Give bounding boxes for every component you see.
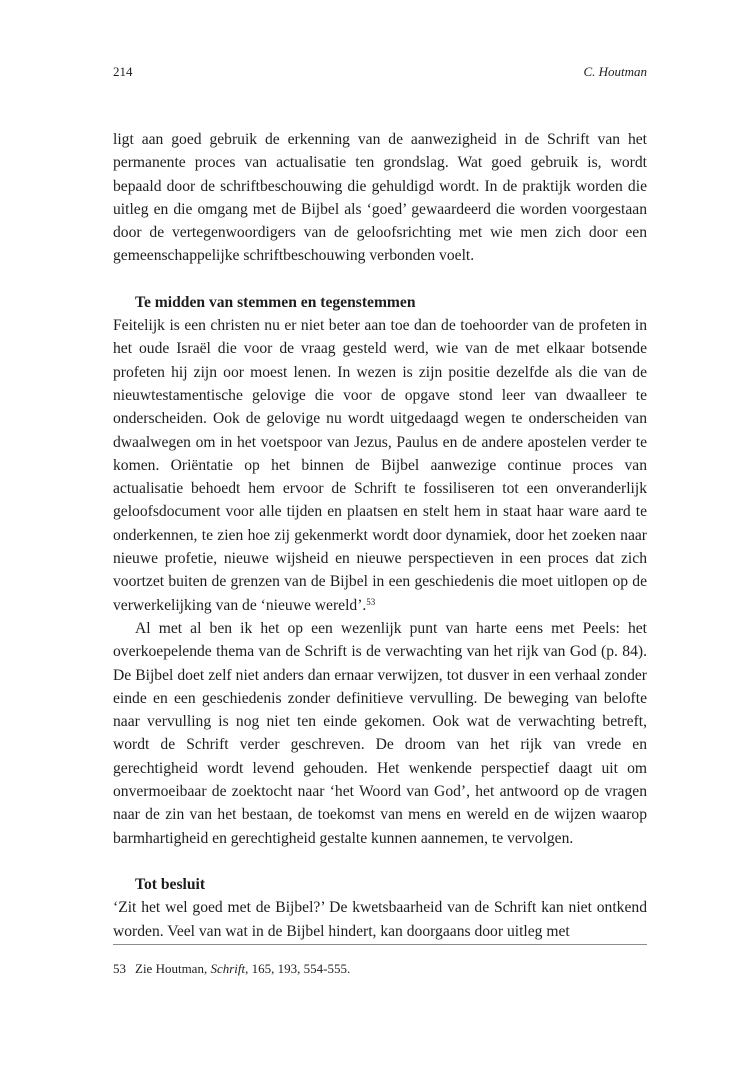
footnote-reference[interactable]: 53 (366, 596, 376, 607)
running-head (113, 64, 647, 84)
page-number: 214 (113, 64, 133, 79)
paragraph-conclusion: ‘Zit het wel goed met de Bijbel?’ De kwetsbaarheid van de Schrift kan niet ontkend worden. Veel van wat in de Bijbel hindert, kan doorgaans door uitleg met (113, 899, 647, 940)
main-text (113, 128, 647, 943)
footnote-text-after: , 165, 193, 554-555. (245, 961, 351, 976)
section-heading-voices: Te midden van stemmen en tegenstemmen (135, 293, 416, 311)
footnote-divider (113, 944, 647, 945)
footnote-text-before: Zie Houtman, (135, 961, 211, 976)
running-head-author: C. Houtman (583, 64, 647, 79)
paragraph-continuation: ligt aan goed gebruik de erkenning van de aanwezigheid in de Schrift van het permanente proces van actualisatie ten grondslag. Wat goed gebruik is, wordt bepaald door de schriftbeschouwing die gehuldigd wordt. In de praktijk worden die uitleg en die omgang met de Bijbel als ‘goed’ gewaardeerd die worden voorgestaan door de vertegenwoordigers van de geloofsrichting met wie men zich door een gemeenschappelijke schriftbeschouwing verbonden voelt. (113, 131, 647, 265)
footnote-number: 53 (113, 961, 126, 976)
footnote-title: Schrift (210, 961, 246, 976)
paragraph-voices (113, 314, 647, 617)
section-heading-conclusion: Tot besluit (135, 875, 206, 893)
paragraph-voices-text: Feitelijk is een christen nu er niet beter aan toe dan de toehoorder van de profeten in het oude Israël die voor de vraag gesteld werd, wie van de met elkaar botsende profeten hij zijn oor moest lenen. In wezen is zijn positie dezelfde als die van de nieuwtestamentische gelovige die voor de opgave stond leer van dwaalleer te onderscheiden. Ook de gelovige nu wordt uitgedaagd wegen te onderscheiden van dwaalwegen om in het voetspoor van Jezus, Paulus en de andere apostelen verder te komen. Oriëntatie op het binnen de Bijbel aanwezige continue proces van actualisatie behoedt hem ervoor de Schrift te fossiliseren tot een onveranderlijk geloofsdocument voor alle tijden en plaatsen en stelt hem in staat haar ware aard te onderkennen, te zien hoe zij gekenmerkt wordt door dynamiek, door het zoeken naar nieuwe profetie, nieuwe wijsheid en nieuwe perspectieven in een proces dat zich voortzet buiten de grenzen van de Bijbel in een geschiedenis die moet uitlopen op de verwerkelijking van de ‘nieuwe wereld’. (113, 317, 647, 614)
paragraph-peels: Al met al ben ik het op een wezenlijk punt van harte eens met Peels: het overkoepelende thema van de Schrift is de verwachting van het rijk van God (p. 84). De Bijbel doet zelf niet anders dan ernaar verwijzen, tot dusver in een verhaal zonder einde en een geschiedenis zonder definitieve vervulling. De beweging van belofte naar vervulling is nog niet ten einde gekomen. Ook wat de verwachting betreft, wordt de Schrift verder geschreven. De droom van het rijk van vrede en gerechtigheid wordt levend gehouden. Het wenkende perspectief daagt uit om onvermoeibaar de zoektocht naar ‘het Woord van God’, het antwoord op de vragen naar de zin van het bestaan, de toekomst van mens en wereld en de wijzen waarop barmhartigheid en gerechtigheid gestalte kunnen aannemen, te vervolgen. (113, 619, 647, 847)
footnote-53 (113, 960, 647, 978)
